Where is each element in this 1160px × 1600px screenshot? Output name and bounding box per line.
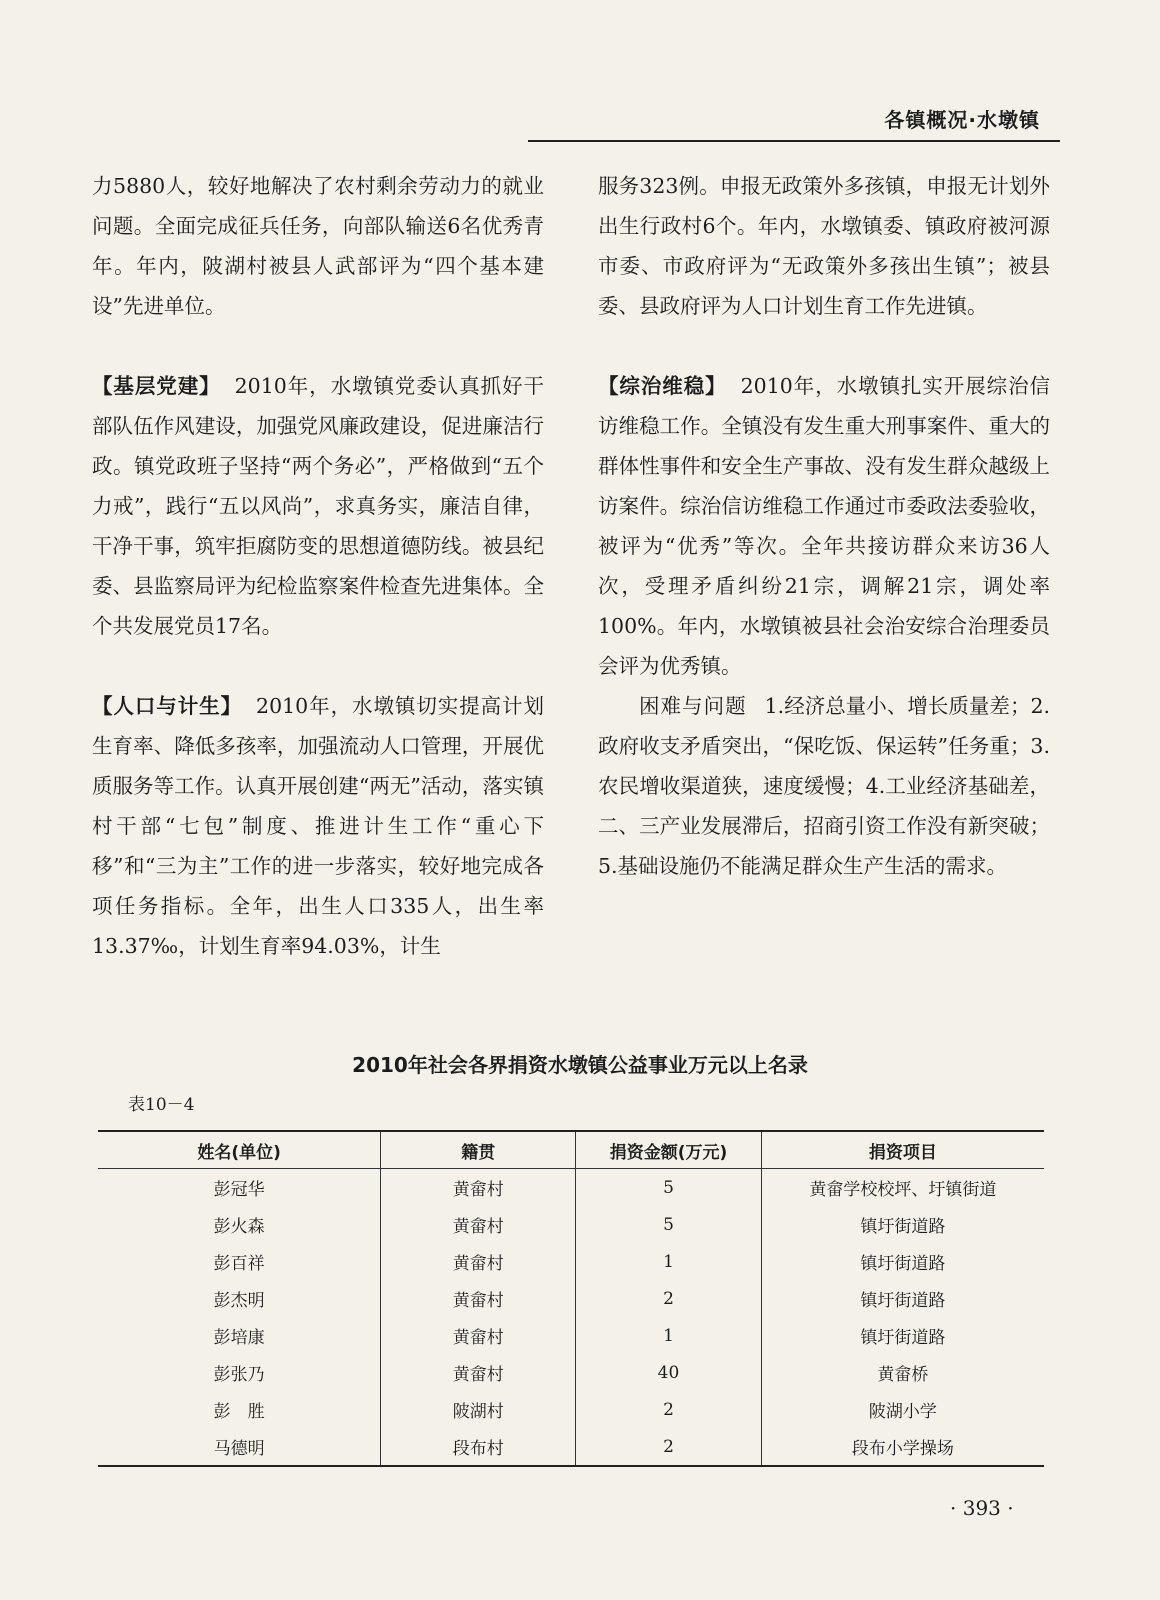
cell-project: 陂湖小学 [761, 1391, 1044, 1428]
donor-table [98, 1130, 1044, 1467]
table-row [98, 1354, 1044, 1391]
column-header-name: 姓名(单位) [98, 1131, 381, 1169]
table-title: 2010年社会各界捐资水墩镇公益事业万元以上名录 [352, 1053, 808, 1077]
column-header-amount: 捐资金额(万元) [576, 1131, 761, 1169]
cell-project: 镇圩街道路 [761, 1317, 1044, 1354]
paragraph-problems [598, 686, 1050, 886]
paragraph-family-planning-cont: 服务323例。申报无政策外多孩镇，申报无计划外出生行政村6个。年内，水墩镇委、镇政府被河源市委、市政府评为“无政策外多孩出生镇”；被县委、县政府评为人口计划生育工作先进镇。 [598, 174, 1050, 318]
section-heading-family-planning: 【人口与计生】 [92, 694, 243, 718]
section-text-problems: 1.经济总量小、增长质量差；2.政府收支矛盾突出，“保吃饭、保运转”任务重；3.农民增收渠道狭，速度缓慢；4.工业经济基础差，二、三产业发展滞后，招商引资工作没有新突破；5.基础设施仍不能满足群众生产生活的需求。 [598, 694, 1051, 878]
section-heading-party-building: 【基层党建】 [92, 374, 221, 398]
cell-project: 镇圩街道路 [761, 1243, 1044, 1280]
cell-origin: 黄畲村 [381, 1243, 576, 1280]
section-text-stability: 2010年，水墩镇扎实开展综治信访维稳工作。全镇没有发生重大刑事案件、重大的群体性事件和安全生产事故、没有发生群众越级上访案件。综治信访维稳工作通过市委政法委验收，被评为“优秀”等次。全年共接访群众来访36人次，受理矛盾纠纷21宗，调解21宗，调处率100%。年内，水墩镇被县社会治安综合治理委员会评为优秀镇。 [598, 374, 1050, 678]
cell-origin: 黄畲村 [381, 1317, 576, 1354]
paragraph-employment: 力5880人，较好地解决了农村剩余劳动力的就业问题。全面完成征兵任务，向部队输送6名优秀青年。年内，陂湖村被县人武部评为“四个基本建设”先进单位。 [92, 174, 544, 318]
cell-name: 彭火森 [213, 1217, 265, 1237]
cell-amount: 1 [576, 1317, 761, 1354]
cell-project: 镇圩街道路 [761, 1206, 1044, 1243]
table-row [98, 1428, 1044, 1466]
cell-name: 彭张乃 [213, 1365, 265, 1385]
cell-origin: 黄畲村 [381, 1354, 576, 1391]
section-text-party-building: 2010年，水墩镇党委认真抓好干部队伍作风建设，加强党风廉政建设，促进廉洁行政。镇党政班子坚持“两个务必”，严格做到“五个力戒”，践行“五以风尚”，求真务实，廉洁自律，干净干事，筑牢拒腐防变的思想道德防线。被县纪委、县监察局评为纪检监察案件检查先进集体。全个共发展党员17名。 [92, 374, 544, 638]
right-column [598, 166, 1050, 886]
header-rule [528, 140, 1060, 142]
cell-amount: 2 [576, 1280, 761, 1317]
cell-origin: 黄畲村 [381, 1169, 576, 1207]
cell-origin: 黄畲村 [381, 1206, 576, 1243]
section-heading-problems: 困难与问题 [639, 694, 747, 718]
table-number: 表10－4 [128, 1095, 195, 1115]
cell-project: 黄畲桥 [761, 1354, 1044, 1391]
table-row [98, 1280, 1044, 1317]
cell-project: 黄畲学校校坪、圩镇街道 [761, 1169, 1044, 1207]
cell-origin: 黄畲村 [381, 1280, 576, 1317]
cell-project: 段布小学操场 [761, 1428, 1044, 1466]
cell-name: 彭百祥 [213, 1254, 265, 1274]
cell-amount: 5 [576, 1169, 761, 1207]
left-column [92, 166, 544, 966]
cell-amount: 40 [576, 1354, 761, 1391]
table-row [98, 1169, 1044, 1207]
cell-name: 彭冠华 [213, 1180, 265, 1200]
column-header-project: 捐资项目 [761, 1131, 1044, 1169]
table-row [98, 1206, 1044, 1243]
cell-origin: 陂湖村 [381, 1391, 576, 1428]
column-header-origin: 籍贯 [381, 1131, 576, 1169]
table-header-row [98, 1131, 1044, 1169]
cell-name: 马德明 [213, 1439, 265, 1459]
cell-name: 彭培康 [213, 1328, 265, 1348]
paragraph-party-building [92, 366, 544, 646]
cell-name: 彭杰明 [213, 1291, 265, 1311]
section-text-family-planning: 2010年，水墩镇切实提高计划生育率、降低多孩率，加强流动人口管理，开展优质服务等工作。认真开展创建“两无”活动，落实镇村干部“七包”制度、推进计生工作“重心下移”和“三为主”工作的进一步落实，较好地完成各项任务指标。全年，出生人口335人，出生率13.37‰，计划生育率94.03%，计生 [92, 694, 545, 958]
table-row [98, 1391, 1044, 1428]
cell-amount: 2 [576, 1428, 761, 1466]
cell-amount: 2 [576, 1391, 761, 1428]
paragraph-stability [598, 366, 1050, 686]
table-row [98, 1243, 1044, 1280]
running-header: 各镇概况·水墩镇 [884, 108, 1040, 132]
table-row [98, 1317, 1044, 1354]
cell-name: 彭 胜 [213, 1402, 265, 1422]
section-heading-stability: 【综治维稳】 [598, 374, 727, 398]
page-number: · 393 · [950, 1496, 1014, 1520]
cell-amount: 5 [576, 1206, 761, 1243]
cell-origin: 段布村 [381, 1428, 576, 1466]
paragraph-family-planning [92, 686, 544, 966]
cell-amount: 1 [576, 1243, 761, 1280]
cell-project: 镇圩街道路 [761, 1280, 1044, 1317]
